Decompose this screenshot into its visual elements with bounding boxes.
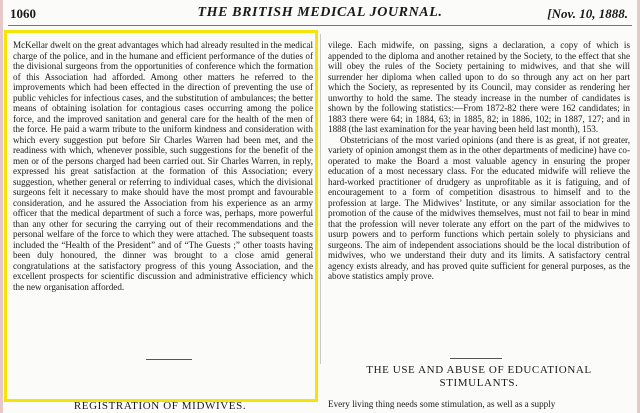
header-rule [8,25,632,26]
right-column [328,40,630,282]
journal-title: THE BRITISH MEDICAL JOURNAL. [197,5,443,20]
left-column-body: McKellar dwelt on the great advantages which had already resulted in the medical charge of the police, and in the humane and efficient performance of the duties of the divisional surgeons from the opportunities of conference which the formation of this Association had afforded. Among other matters he referred to the improvements which had been effected in the direction of preventing the use of public vehicles for infectious cases, and the substitution of ambulances; the better means of obtaining isolation for contagious cases occurring among the police force, and the improved sanitation and general care for the health of the men of the force. He paid a warm tribute to the uniform kindness and consideration with which every suggestion put before Sir Charles Warren had been met, and the readiness with which, whenever possible, such suggestions for the benefit of the men or of the persons charged had been carried out. Sir Charles Warren, in reply, expressed his great satisfaction at the formation of this Association; every suggestion, whether general or referring to individual cases, which the divisional surgeons felt it necessary to make should have the most prompt and favourable consideration, and he assured the Association from his experience as an army officer that the medical department of such a force was, perhaps, more powerful than any other for securing the carrying out of their recommendations and the personal welfare of the force to which they were attached. The subsequent toasts included the “Health of the President” and of “The Guests ;” other toasts having been duly honoured, the dinner was brought to a close amid general congratulations at the satisfactory progress of this young Association, and the excellent prospects for scientific discussion and administrative efficiency which the new organisation afforded. [13,40,313,292]
right-column-paragraph-2: Obstetricians of the most varied opinions (and there is as great, if not greater, variety of opinion amongst them as in the other departments of medicine) have co-operated to make the Board a most valuable agency in ensuring the proper education of a most necessary class. For the educated midwife will relieve the hard-worked practitioner of drudgery as unprofitable as it is fatiguing, and of encouragement to a form of competition disastrous to himself and to the profession at large. The Midwives’ Institute, or any similar association for the promotion of the cause of the midwives themselves, must not fail to bear in mind that the profession will never tolerate any effort on the part of the midwives to usurp powers and to perform functions which pertain solely to physicians and surgeons. The aim of independent associations should be the local distribution of midwives, who we understand their duty and its limits. A satisfactory central agency exists already, and has proved quite sufficient for general purposes, as the above statistics amply prove. [328,134,630,281]
page-header [0,0,640,26]
stimulants-heading-line-2: STIMULANTS. [439,377,519,389]
page-number: 1060 [10,6,36,21]
stimulants-heading-line-1: THE USE AND ABUSE OF EDUCATIONAL [366,364,592,376]
stimulants-opening-line: Every living thing needs some stimulation, as well as a supply [328,399,556,409]
right-section-rule [450,358,502,359]
issue-date: [Nov. 10, 1888. [547,6,628,21]
selection-highlight-box [4,30,318,402]
right-column-paragraph-1: vilege. Each midwife, on passing, signs a declaration, a copy of which is appended to the diploma and another retained by the Society, to the effect that she will obey the rules of the Society pertaining to midwives, and that she will surrender her diploma when called upon to do so through any act on her part which the Society, as represented by its Council, may consider as rendering her unworthy to hold the same. The steady increase in the number of candidates is shown by the following statistics:—From 1872-82 there were 162 candidates; in 1883 there were 64; in 1884, 63; in 1885, 82; in 1886, 102; in 1887, 127; and in 1888 (the last examination for the year having been held last month), 153. [328,40,630,134]
registration-heading: REGISTRATION OF MIDWIVES. [73,400,247,412]
column-divider [320,34,321,364]
page-edge-left [0,0,3,413]
